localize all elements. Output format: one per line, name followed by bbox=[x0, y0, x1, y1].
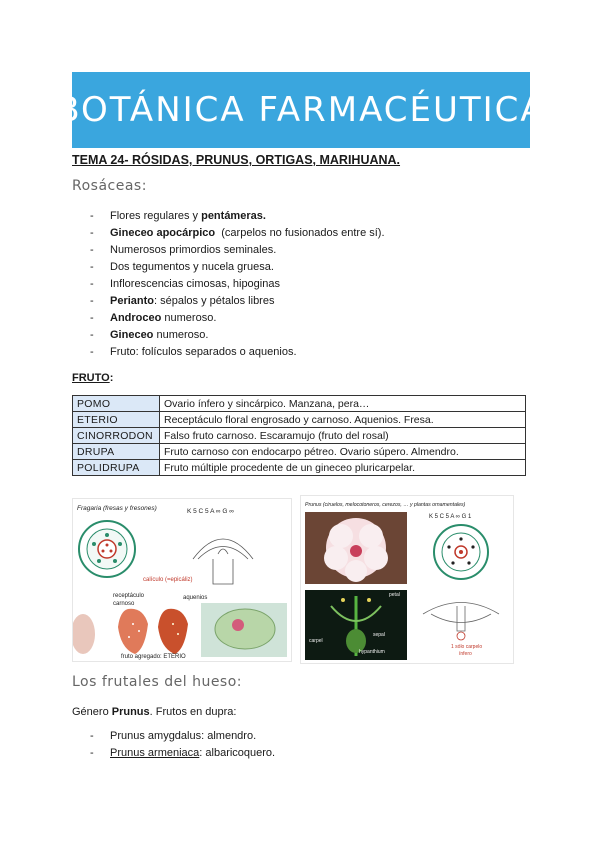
list-item: - Inflorescencias cimosas, hipoginas bbox=[72, 276, 385, 293]
fruto-label: FRUTO: bbox=[72, 372, 114, 384]
table-cell-desc: Ovario ínfero y sincárpico. Manzana, pera… bbox=[160, 396, 526, 412]
fragaria-figure-title: Fragaria (fresas y fresones) bbox=[77, 505, 157, 512]
table-row bbox=[73, 396, 526, 412]
sepal-label: sepal bbox=[373, 632, 385, 638]
carpel-label: carpel bbox=[309, 638, 323, 644]
fruit-types-table bbox=[72, 395, 526, 476]
floral-diagram bbox=[79, 521, 135, 577]
petal-label: petal bbox=[389, 592, 400, 598]
rosaceas-list bbox=[72, 208, 385, 361]
list-item: - Gineceo apocárpico (carpelos no fusionados entre sí). bbox=[72, 225, 385, 242]
flower-section-diagram bbox=[193, 539, 253, 584]
hypanthium-label: hypanthium bbox=[359, 649, 385, 655]
drupe-section-diagram bbox=[423, 603, 499, 641]
table-row bbox=[73, 428, 526, 444]
frutales-list bbox=[72, 728, 275, 762]
strawberry-illustration bbox=[73, 609, 188, 654]
table-cell-type: POLIDRUPA bbox=[73, 460, 160, 476]
receptaculo-label: receptáculo bbox=[113, 593, 145, 599]
cherry-blossom-photo bbox=[305, 512, 407, 584]
list-item: - Numerosos primordios seminales. bbox=[72, 242, 385, 259]
table-cell-type: DRUPA bbox=[73, 444, 160, 460]
list-item: - Flores regulares y pentámeras. bbox=[72, 208, 385, 225]
list-item: - Prunus amygdalus: almendro. bbox=[72, 728, 275, 745]
table-cell-desc: Fruto carnoso con endocarpo pétreo. Ovario súpero. Almendro. bbox=[160, 444, 526, 460]
table-cell-type: POMO bbox=[73, 396, 160, 412]
carnoso-label: carnoso bbox=[113, 601, 135, 607]
table-row bbox=[73, 460, 526, 476]
table-row bbox=[73, 412, 526, 428]
genus-line: Género Prunus. Frutos en dupra: bbox=[72, 706, 237, 718]
prunus-floral-formula: K 5 C 5 A ∞ G 1 bbox=[429, 514, 472, 520]
caliculo-label: calículo (=epicáliz) bbox=[143, 577, 193, 583]
prunus-figure-title: Prunus (ciruelos, melocotoneros, cerezos, … y plantas ornamentales) bbox=[305, 502, 466, 508]
prunus-figure bbox=[300, 495, 514, 664]
fruto-agregado-label: fruto agregado: ETERIO bbox=[121, 654, 186, 660]
section-title-frutales: Los frutales del hueso: bbox=[72, 674, 243, 690]
list-item: - Fruto: folículos separados o aquenios. bbox=[72, 344, 385, 361]
section-title-rosaceas: Rosáceas: bbox=[72, 178, 147, 194]
table-cell-desc: Falso fruto carnoso. Escaramujo (fruto del rosal) bbox=[160, 428, 526, 444]
table-cell-desc: Receptáculo floral engrosado y carnoso. Aquenios. Fresa. bbox=[160, 412, 526, 428]
list-item: - Dos tegumentos y nucela gruesa. bbox=[72, 259, 385, 276]
flower-anatomy-photo bbox=[305, 590, 407, 660]
table-cell-desc: Fruto múltiple procedente de un gineceo pluricarpelar. bbox=[160, 460, 526, 476]
topic-heading: TEMA 24- RÓSIDAS, PRUNUS, ORTIGAS, MARIHUANA. bbox=[72, 153, 401, 167]
document-title: BOTÁNICA FARMACÉUTICA bbox=[56, 90, 546, 130]
floral-diagram bbox=[434, 525, 488, 579]
table-row bbox=[73, 444, 526, 460]
list-item: - Perianto: sépalos y pétalos libres bbox=[72, 293, 385, 310]
list-item: - Gineceo numeroso. bbox=[72, 327, 385, 344]
achene-micrograph bbox=[201, 603, 287, 657]
aquenios-label: aquenios bbox=[183, 595, 208, 601]
fragaria-figure bbox=[72, 498, 292, 662]
list-item: - Androceo numeroso. bbox=[72, 310, 385, 327]
table-cell-type: CINORRODON bbox=[73, 428, 160, 444]
table-cell-type: ETERIO bbox=[73, 412, 160, 428]
carpelo-label: 1 sólo carpelo bbox=[451, 644, 483, 650]
list-item: - Prunus armeniaca: albaricoquero. bbox=[72, 745, 275, 762]
fragaria-floral-formula: K 5 C 5 A ∞ G ∞ bbox=[187, 508, 234, 515]
infero-label: ínfero bbox=[459, 651, 472, 657]
title-banner bbox=[56, 72, 546, 148]
